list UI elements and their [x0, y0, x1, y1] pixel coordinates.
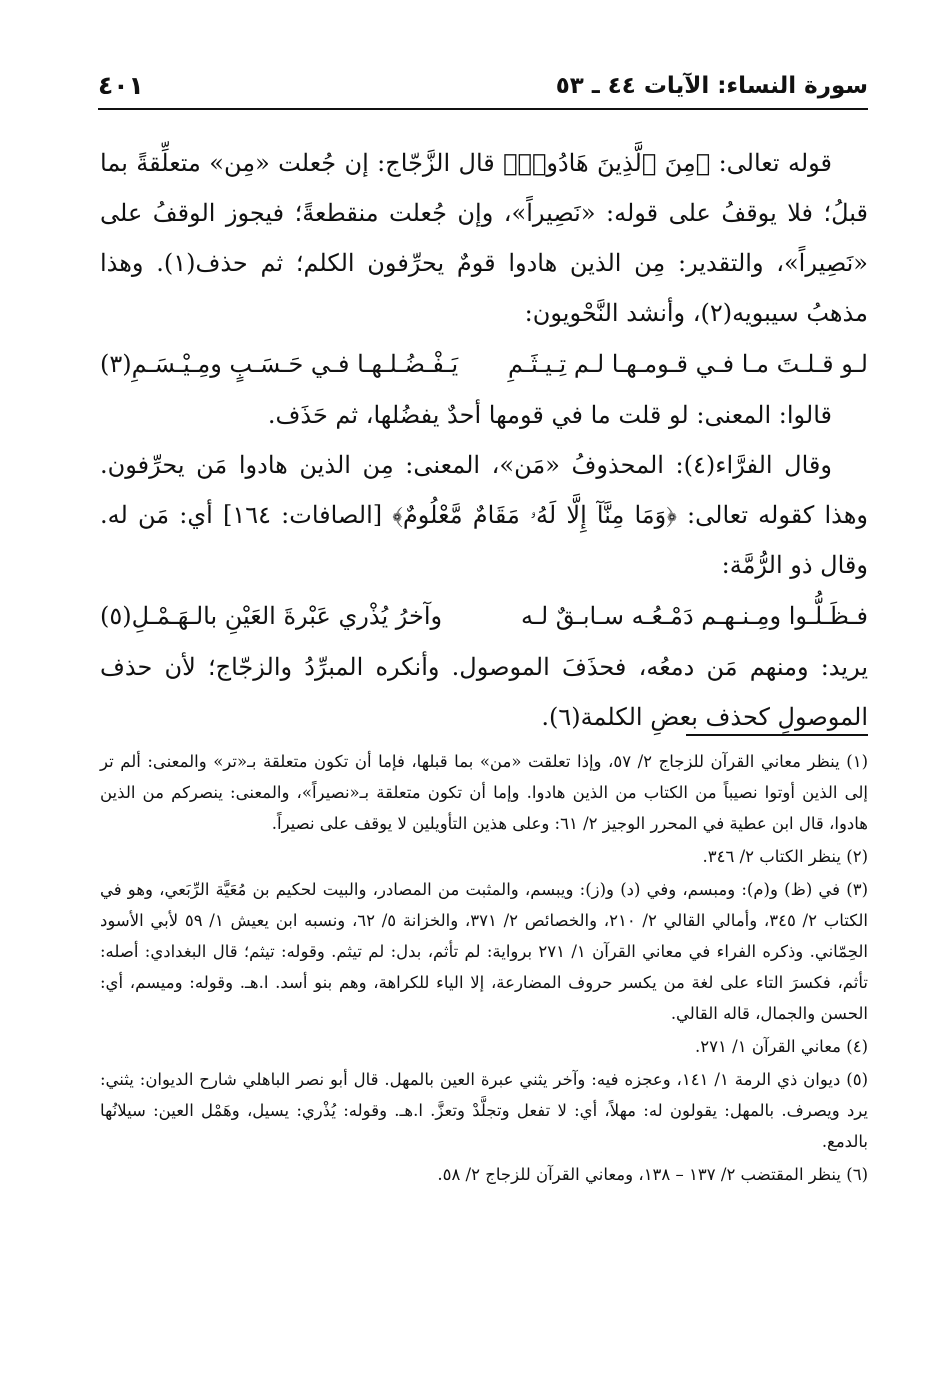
verse-2-first-hemistich: فـظَـلُّـوا ومِـنـهـم دَمْـعُـه سـابـقٌ لـه — [520, 602, 868, 630]
paragraph-1: قوله تعالى: ﴿مِنَ ٱلَّذِينَ هَادُوا۟﴾ قال الزَّجّاج: إن جُعلت «مِن» متعلِّقةً بما قبلُ؛ فلا يوقفُ على قوله: «نَصِيراً»، وإن جُعلت منقطعةً؛ فيجوز الوقفُ على «نَصِيراً»، والتقدير: مِن الذين هادوا قومٌ يحرِّفون الكلم؛ ثم حذف(١). وهذا مذهبُ سيبويه(٢)، وأنشد النَّحْويون: — [100, 149, 868, 327]
paragraph-3: وقال الفرَّاء(٤): المحذوفُ «مَن»، المعنى: مِن الذين هادوا مَن يحرِّفون. وهذا كقوله تعالى: ﴿وَمَا مِنَّآ إِلَّا لَهُۥ مَقَامٌ مَّعْلُومٌ﴾ [الصافات: ١٦٤] أي: مَن له. وقال ذو الرُّمَّة: — [100, 451, 868, 579]
footnote-divider — [686, 734, 868, 736]
footnote-3: (٣) في (ظ) و(م): ومبسم، وفي (د) و(ز): ويبسم، والمثبت من المصادر، والبيت لحكيم بن مُعَيَّة الرِّبَعي، وهو في الكتاب ٢/ ٣٤٥، وأمالي القالي ٢/ ٢١٠، والخصائص ٢/ ٣٧١، والخزانة ٥/ ٦٢، ونسبه ابن يعيش ١/ ٥٩ لأبي الأسود الحِمّاني. وذكره الفراء في معاني القرآن ١/ ٢٧١ برواية: لم تأثم، بدل: لم تيثم. وقوله: تيثم؛ قال البغدادي: أصله: تأثم، فكسرَ التاء على لغة من يكسر حروف المضارعة، إلا الياء للكراهة، وهم بنو أسد. ا.هـ. وقوله: وميسم، أي: الحسن والجمال، قاله القالي. — [100, 880, 869, 1023]
footnote-2: (٢) ينظر الكتاب ٢/ ٣٤٦. — [702, 847, 868, 866]
running-header — [98, 58, 868, 106]
verse-1-second-hemistich: يَـفْـضُـلـهـا فـي حَـسَـبٍ ومِـيْـسَـمِ(٣) — [100, 350, 459, 378]
footnote-1: (١) ينظر معاني القرآن للزجاج ٢/ ٥٧، وإذا تعلقت «من» بما قبلها، فإما أن تكون متعلقة بـ«تر» والمعنى: ألم تر إلى الذين أوتوا نصيباً من الكتاب من الذين هادوا. وإما أن تكون متعلقة بـ«نصيراً»، والمعنى: ينصركم من الذين هادوا، قال ابن عطية في المحرر الوجيز ٢/ ٦١: وعلى هذين التأويلين لا يوقف على نصيراً. — [100, 752, 868, 833]
paragraph-4: يريد: ومنهم مَن دمعُه، فحذَفَ الموصول. وأنكره المبرِّدُ والزجّاج؛ لأن حذف الموصولِ كحذف بعضِ الكلمة(٦). — [100, 653, 868, 731]
main-text — [100, 138, 868, 742]
page-number: ٤٠١ — [98, 71, 144, 100]
footnote-4: (٤) معاني القرآن ١/ ٢٧١. — [695, 1037, 868, 1056]
verse-1 — [100, 338, 868, 390]
footnote-6: (٦) ينظر المقتضب ٢/ ١٣٧ – ١٣٨، ومعاني القرآن للزجاج ٢/ ٥٨. — [437, 1165, 868, 1184]
header-divider — [98, 108, 868, 110]
footnotes — [100, 746, 868, 1192]
verse-1-first-hemistich: لـو قـلـتَ مـا فـي قـومـهـا لـم تِـيـثَـمِ — [507, 350, 868, 378]
verse-2 — [100, 590, 868, 642]
surah-title: سورة النساء: الآيات ٤٤ ـ ٥٣ — [555, 73, 868, 99]
paragraph-2: قالوا: المعنى: لو قلت ما في قومها أحدٌ يفضُلها، ثم حَذَف. — [267, 401, 832, 429]
verse-2-second-hemistich: وآخرُ يُذْري عَبْرةَ العَيْنِ بالـهَـمْـلِ(٥) — [100, 602, 443, 630]
footnote-5: (٥) ديوان ذي الرمة ١/ ١٤١، وعجزه فيه: وآخر يثني عبرة العين بالمهل. قال أبو نصر الباهلي شارح الديوان: يثني: يرد ويصرف. بالمهل: يقولون له: مهلاً، أي: لا تفعل وتجلَّدْ وتعزَّ. ا.هـ. وقوله: يُذْري: يسيل، وهَمْل العين: سيلانُها بالدمع. — [100, 1070, 868, 1151]
